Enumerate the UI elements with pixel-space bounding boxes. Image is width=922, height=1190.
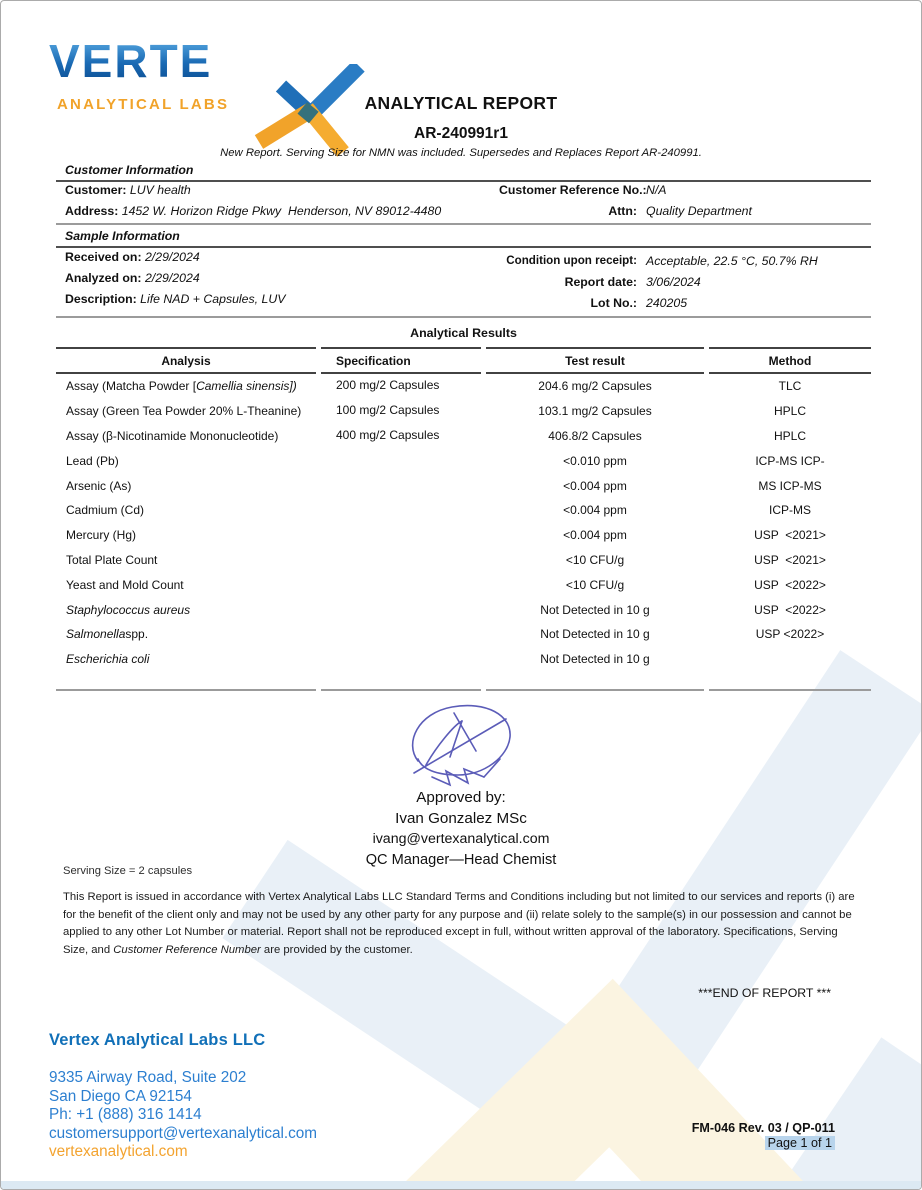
result-cell-test-result: Not Detected in 10 g (540, 602, 650, 617)
result-cell-test-result: <0.010 ppm (563, 453, 627, 468)
field-label: Customer Reference No.: (499, 183, 647, 197)
serving-size-note: Serving Size = 2 capsules (63, 865, 193, 877)
approval-block (1, 787, 921, 871)
approver-role: QC Manager—Head Chemist (365, 852, 557, 868)
page-title: ANALYTICAL REPORT (364, 93, 558, 113)
result-cell-test-result: <10 CFU/g (565, 577, 625, 592)
logo-tagline: ANALYTICAL LABS (57, 96, 230, 113)
field-label: Report date: (564, 275, 637, 289)
result-cell-analysis: Assay (Matcha Powder [ Camellia sinensis]) (66, 379, 297, 394)
result-cell-test-result: <0.004 ppm (563, 503, 627, 518)
field-label: Lot No.: (590, 296, 637, 310)
result-cell-method: ICP-MS ICP- (755, 453, 825, 468)
field-label: Attn: (608, 204, 637, 218)
analytical-results-section (56, 326, 871, 691)
received-on-field (65, 250, 200, 264)
result-cell-test-result: <0.004 ppm (563, 478, 627, 493)
result-cell-specification (321, 572, 481, 597)
field-label: Customer: (65, 183, 127, 197)
field-value: 1452 W. Horizon Ridge Pkwy Henderson, NV 89012-4480 (121, 204, 442, 218)
result-cell-analysis: Total Plate Count (66, 552, 158, 567)
signature-ink (366, 699, 556, 791)
column-header-method: Method (709, 347, 871, 374)
result-cell-method: USP <2022> (754, 577, 826, 592)
footer-website-link[interactable]: vertexanalytical.com (49, 1143, 188, 1161)
report-date-field (499, 275, 871, 289)
footer-address-line2: San Diego CA 92154 (49, 1087, 192, 1105)
result-cell-analysis: Arsenic (As) (66, 478, 132, 493)
result-cell-analysis: Yeast and Mold Count (66, 577, 184, 592)
field-value: Quality Department (646, 204, 752, 218)
result-cell-specification: 400 mg/2 Capsules (336, 427, 440, 442)
result-cell-method: HPLC (773, 404, 806, 419)
section-divider (56, 223, 871, 225)
field-label: Description: (65, 292, 137, 306)
result-cell-test-result: 204.6 mg/2 Capsules (538, 379, 652, 394)
result-cell-test-result: Not Detected in 10 g (540, 627, 650, 642)
result-cell-method: MS ICP-MS (758, 478, 822, 493)
approver-name: Ivan Gonzalez MSc (395, 810, 527, 827)
field-label: Analyzed on: (65, 271, 142, 285)
approver-email: ivang@vertexanalytical.com (372, 831, 550, 847)
result-cell-method: ICP-MS (769, 503, 811, 518)
result-cell-method: USP <2021> (754, 528, 826, 543)
result-cell-analysis: Lead (Pb) (66, 453, 119, 468)
result-cell-test-result: <0.004 ppm (563, 528, 627, 543)
condition-field (499, 254, 871, 268)
result-cell-test-result: Not Detected in 10 g (540, 652, 650, 667)
field-value: LUV health (129, 183, 191, 197)
result-cell-test-result: <10 CFU/g (565, 552, 625, 567)
results-grid (56, 347, 871, 691)
field-value: 240205 (646, 296, 688, 310)
signature-block (1, 699, 921, 796)
table-bottom-border (709, 689, 871, 691)
result-cell-specification: 200 mg/2 Capsules (336, 378, 440, 392)
result-cell-analysis: Assay (β-Nicotinamide Mononucleotide) (66, 428, 279, 443)
footer-address-line1: 9335 Airway Road, Suite 202 (49, 1069, 247, 1086)
field-value: 3/06/2024 (646, 275, 701, 289)
form-reference: FM-046 Rev. 03 / QP-011 (691, 1121, 835, 1135)
disclaimer-italic-part: Customer Reference Number (113, 944, 261, 957)
field-label: Received on: (65, 250, 142, 264)
logo-wordmark: VERTE (49, 35, 213, 87)
result-cell-specification (321, 448, 481, 473)
lot-no-field (499, 296, 871, 310)
sample-info-heading: Sample Information (56, 227, 871, 248)
table-bottom-border (321, 689, 481, 691)
field-label: Address: (65, 204, 119, 218)
result-cell-specification (321, 523, 481, 548)
column-header-analysis: Analysis (56, 347, 316, 374)
result-cell-analysis: Staphylococcus aureus (66, 602, 191, 617)
customer-field (65, 183, 191, 197)
approved-by-label: Approved by: (416, 789, 506, 806)
disclaimer-part: This Report is issued in accordance with Vertex Analytical Labs LLC Standard Terms and Conditions including but not limited to our services and reports (i) are for the benefit of the client only and may not be used by any other party for any purpose and (ii) relate solely to the sample(s) in our possession and cannot be applied to any other Lot Number or material. Report shall not be reproduced except in full, without written approval of the laboratory. Specifications, Serving Size, and (63, 891, 855, 957)
table-bottom-border (486, 689, 704, 691)
result-cell-test-result: 406.8/2 Capsules (548, 428, 642, 443)
result-cell-analysis: Cadmium (Cd) (66, 503, 145, 518)
section-divider (56, 316, 871, 318)
results-title: Analytical Results (410, 326, 517, 340)
field-value: N/A (646, 183, 667, 197)
result-cell-method: TLC (778, 379, 802, 394)
customer-reference-field (499, 183, 871, 197)
result-cell-test-result: 103.1 mg/2 Capsules (538, 404, 652, 419)
result-cell-specification (321, 647, 481, 672)
result-cell-method: USP <2021> (754, 552, 826, 567)
address-field (65, 204, 441, 218)
report-number: AR-240991r1 (414, 125, 508, 142)
result-cell-specification: 100 mg/2 Capsules (336, 402, 440, 417)
form-reference-block (692, 1121, 835, 1151)
result-cell-specification (321, 473, 481, 498)
result-cell-analysis: Assay (Green Tea Powder 20% L-Theanine) (66, 404, 302, 419)
footer-company-name: Vertex Analytical Labs LLC (49, 1031, 266, 1049)
result-cell-specification (321, 622, 481, 647)
column-header-test-result: Test result (486, 347, 704, 374)
page-number: Page 1 of 1 (765, 1136, 835, 1150)
attn-field (499, 204, 871, 218)
field-value: 2/29/2024 (144, 271, 200, 285)
footer-phone: Ph: +1 (888) 316 1414 (49, 1106, 202, 1124)
result-cell-analysis: Mercury (Hg) (66, 528, 137, 543)
footer-address-block (49, 1069, 317, 1162)
result-cell-specification (321, 548, 481, 573)
result-cell-analysis: Salmonella spp. (66, 627, 149, 642)
field-value: Life NAD + Capsules, LUV (140, 292, 286, 306)
result-cell-method: HPLC (773, 428, 806, 443)
footer-email: customersupport@vertexanalytical.com (49, 1124, 318, 1142)
report-revision-note: New Report. Serving Size for NMN was included. Supersedes and Replaces Report AR-240991. (220, 147, 702, 159)
field-value: Acceptable, 22.5 °C, 50.7% RH (646, 254, 818, 268)
disclaimer-part: are provided by the customer. (260, 944, 413, 957)
table-bottom-border (56, 689, 316, 691)
customer-info-heading: Customer Information (56, 161, 871, 182)
result-cell-specification (321, 597, 481, 622)
field-value: 2/29/2024 (144, 250, 200, 264)
result-cell-method: USP <2022> (754, 602, 826, 617)
result-cell-specification (321, 498, 481, 523)
result-cell-analysis: Escherichia coli (66, 652, 150, 667)
field-label: Condition upon receipt: (506, 254, 637, 267)
description-field (65, 292, 285, 306)
disclaimer-text (63, 889, 865, 960)
result-cell-method (709, 647, 871, 672)
analyzed-on-field (65, 271, 200, 285)
end-of-report-marker: ***END OF REPORT *** (698, 986, 831, 1000)
column-header-specification: Specification (321, 347, 481, 374)
result-cell-method: USP <2022> (755, 627, 825, 642)
